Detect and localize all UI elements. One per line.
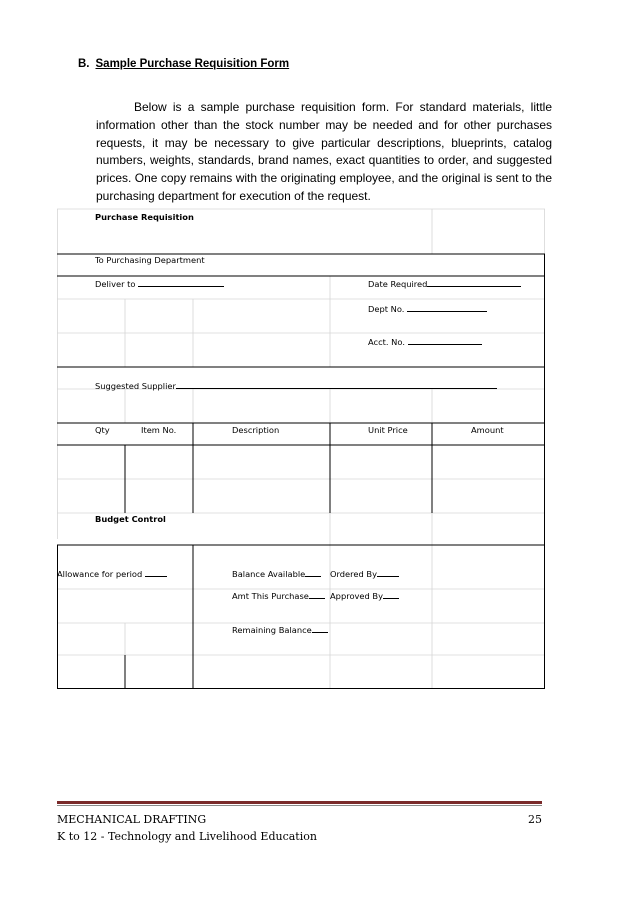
approved-by-blank[interactable] <box>383 590 399 599</box>
column-qty: Qty <box>95 425 110 435</box>
section-heading <box>78 58 289 70</box>
column-amount: Amount <box>471 425 504 435</box>
allowance-for-period-label: Allowance for period <box>57 569 143 579</box>
approved-by-field[interactable] <box>330 590 399 601</box>
dept-no-label: Dept No. <box>368 304 405 314</box>
footer-course: MECHANICAL DRAFTING <box>57 813 207 826</box>
form-title: Purchase Requisition <box>95 212 194 222</box>
intro-paragraph <box>96 99 552 206</box>
suggested-supplier-blank[interactable] <box>176 380 497 389</box>
amt-this-purchase-label: Amt This Purchase <box>232 591 309 601</box>
column-description: Description <box>232 425 280 435</box>
acct-no-label: Acct. No. <box>368 337 405 347</box>
date-required-field[interactable] <box>368 278 521 289</box>
ordered-by-blank[interactable] <box>377 568 399 577</box>
acct-no-blank[interactable] <box>408 336 482 345</box>
deliver-to-field[interactable] <box>95 278 224 289</box>
ordered-by-label: Ordered By <box>330 569 378 579</box>
footer-program: K to 12 - Technology and Livelihood Education <box>57 830 317 843</box>
acct-no-field[interactable] <box>368 336 482 347</box>
date-required-blank[interactable] <box>427 278 521 287</box>
allowance-for-period-blank[interactable] <box>145 568 167 577</box>
column-item-no: Item No. <box>141 425 177 435</box>
allowance-for-period-field[interactable] <box>57 568 167 579</box>
section-letter: B. <box>78 58 90 70</box>
dept-no-blank[interactable] <box>407 303 487 312</box>
deliver-to-label: Deliver to <box>95 279 136 289</box>
balance-available-field[interactable] <box>232 568 321 579</box>
ordered-by-field[interactable] <box>330 568 399 579</box>
footer-rule <box>57 801 542 804</box>
balance-available-label: Balance Available <box>232 569 306 579</box>
amt-this-purchase-field[interactable] <box>232 590 325 601</box>
remaining-balance-label: Remaining Balance <box>232 625 312 635</box>
amt-this-purchase-blank[interactable] <box>309 590 325 599</box>
purchase-requisition-form <box>57 209 545 689</box>
budget-control-heading: Budget Control <box>95 514 166 524</box>
date-required-label: Date Required <box>368 279 428 289</box>
intro-rest: information other than the stock number may be needed and for other purchases requests, it may be necessary to give particular descriptions, blueprints, catalog numbers, weights, standards, brand names, exact quantities to order, and suggested prices. One copy remains with the originating employee, and the original is sent to the purchasing department for execution of the request. <box>96 117 552 203</box>
approved-by-label: Approved By <box>330 591 384 601</box>
intro-first-line: Below is a sample purchase requisition form. For standard materials, little <box>134 100 552 114</box>
remaining-balance-blank[interactable] <box>312 624 328 633</box>
dept-no-field[interactable] <box>368 303 487 314</box>
deliver-to-blank[interactable] <box>138 278 224 287</box>
column-unit-price: Unit Price <box>368 425 408 435</box>
section-title: Sample Purchase Requisition Form <box>95 58 290 70</box>
suggested-supplier-label: Suggested Supplier <box>95 381 176 391</box>
to-purchasing-department: To Purchasing Department <box>95 255 205 265</box>
page-number: 25 <box>528 813 542 826</box>
remaining-balance-field[interactable] <box>232 624 328 635</box>
balance-available-blank[interactable] <box>305 568 321 577</box>
suggested-supplier-field[interactable] <box>95 380 497 391</box>
footer-rule-thin <box>57 805 542 806</box>
